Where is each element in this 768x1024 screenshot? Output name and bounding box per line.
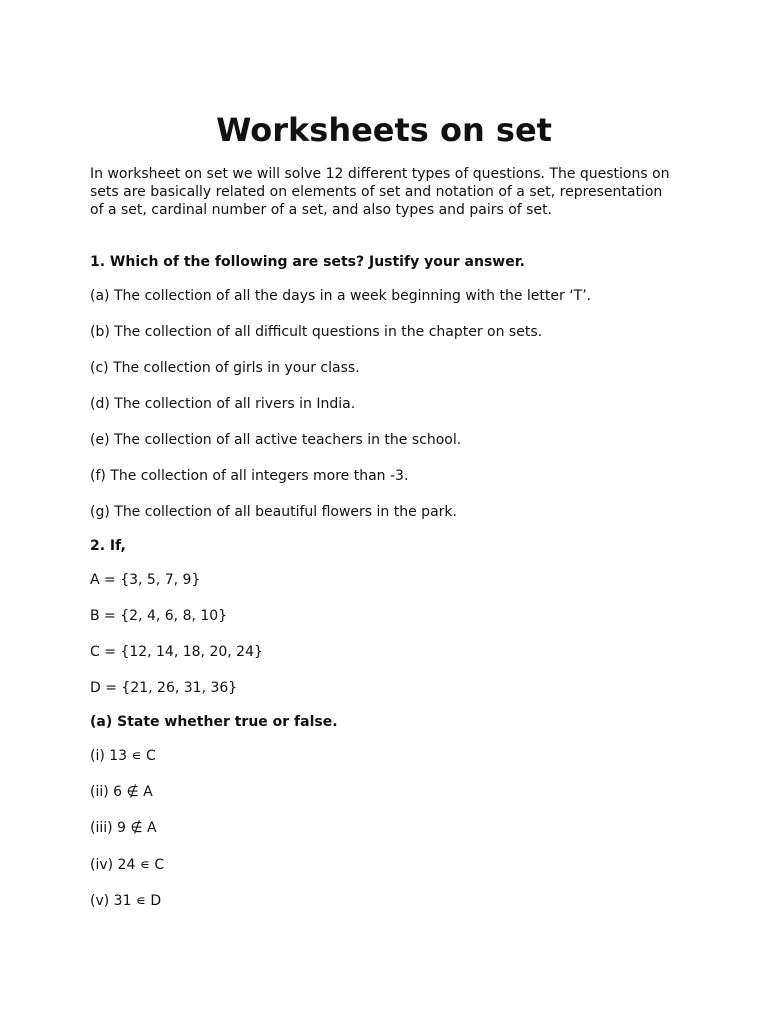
part-a-item-iv: (iv) 24 ∊ C	[90, 857, 165, 873]
part-a-item-i: (i) 13 ∊ C	[90, 748, 156, 764]
question-1-item-a: (a) The collection of all the days in a week beginning with the letter ‘T’.	[90, 288, 592, 304]
question-2-heading: 2. If,	[90, 538, 126, 554]
part-a-item-ii: (ii) 6 ∉ A	[90, 784, 153, 800]
question-1-item-e: (e) The collection of all active teachers in the school.	[90, 432, 462, 448]
question-1-item-f: (f) The collection of all integers more than -3.	[90, 468, 409, 484]
question-1-item-c: (c) The collection of girls in your class.	[90, 360, 360, 376]
question-1-heading: 1. Which of the following are sets? Justify your answer.	[90, 254, 525, 270]
question-2-part-a-heading: (a) State whether true or false.	[90, 714, 338, 730]
page-title: Worksheets on set	[216, 111, 552, 149]
question-1-item-d: (d) The collection of all rivers in India.	[90, 396, 356, 412]
set-a-definition: A = {3, 5, 7, 9}	[90, 572, 201, 588]
part-a-item-v: (v) 31 ∊ D	[90, 893, 162, 909]
part-a-item-iii: (iii) 9 ∉ A	[90, 820, 157, 836]
question-1-item-g: (g) The collection of all beautiful flowers in the park.	[90, 504, 457, 520]
set-b-definition: B = {2, 4, 6, 8, 10}	[90, 608, 228, 624]
set-c-definition: C = {12, 14, 18, 20, 24}	[90, 644, 263, 660]
intro-paragraph: In worksheet on set we will solve 12 different types of questions. The questions on sets are basically related on elements of set and notation of a set, representation of a set, cardinal number of a set, and also types and pairs of set.	[90, 166, 670, 218]
question-1-item-b: (b) The collection of all difficult questions in the chapter on sets.	[90, 324, 543, 340]
set-d-definition: D = {21, 26, 31, 36}	[90, 680, 238, 696]
